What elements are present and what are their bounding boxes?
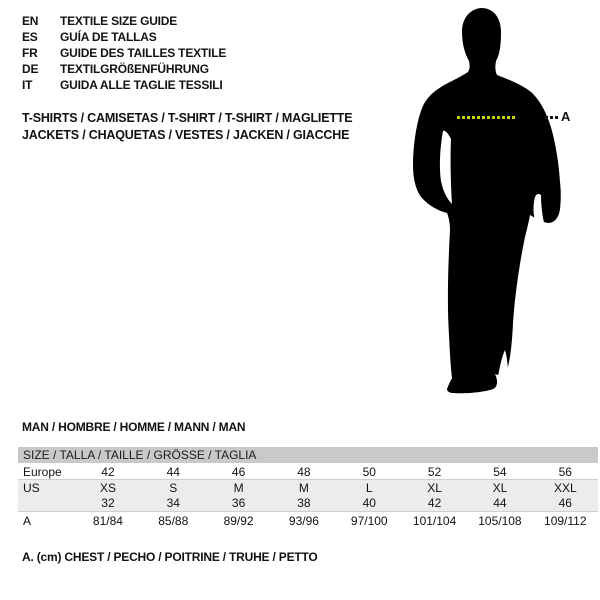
size-cell: 32 <box>75 496 140 512</box>
size-cell: 46 <box>533 496 598 512</box>
language-row <box>22 77 226 93</box>
language-label: TEXTILE SIZE GUIDE <box>60 14 178 28</box>
language-code: DE <box>22 62 39 76</box>
measurement-legend: A. (cm) CHEST / PECHO / POITRINE / TRUHE / PETTO <box>22 550 318 564</box>
size-cell: XS <box>75 480 140 496</box>
size-cell: 81/84 <box>92 513 123 528</box>
size-cell: 50 <box>337 464 402 480</box>
table-row-chest-a <box>18 512 598 530</box>
language-label: GUIDA ALLE TAGLIE TESSILI <box>60 78 223 92</box>
size-cell: 109/112 <box>544 513 587 528</box>
size-cell: 48 <box>271 464 336 480</box>
size-table <box>18 447 598 530</box>
language-row <box>22 61 226 77</box>
language-code: EN <box>22 14 39 28</box>
size-cell: 44 <box>467 496 532 512</box>
language-label: GUIDE DES TAILLES TEXTILE <box>60 46 227 60</box>
chest-measure-dash-icon <box>457 116 515 119</box>
size-cell: 42 <box>75 464 140 480</box>
size-cell: 42 <box>402 496 467 512</box>
size-cell: XL <box>467 480 532 496</box>
size-cell: 101/104 <box>412 513 457 528</box>
category-line-tshirts: T-SHIRTS / CAMISETAS / T-SHIRT / T-SHIRT / MAGLIETTE <box>22 111 353 125</box>
size-cell: 105/108 <box>478 513 522 528</box>
size-cell: 36 <box>206 496 271 512</box>
size-cell: M <box>271 480 336 496</box>
size-cell: XXL <box>533 480 598 496</box>
row-label: A <box>23 513 32 528</box>
language-code: ES <box>22 30 38 44</box>
row-label: Europe <box>18 464 75 480</box>
size-cell: 54 <box>467 464 532 480</box>
man-silhouette-icon <box>395 5 600 395</box>
size-cell: 52 <box>402 464 467 480</box>
size-cell: L <box>337 480 402 496</box>
size-cell: 89/92 <box>223 513 254 528</box>
category-lines <box>22 110 352 144</box>
size-cell: 40 <box>337 496 402 512</box>
language-row <box>22 45 226 61</box>
measure-leader-dash-icon <box>545 116 558 119</box>
measurement-figure <box>395 5 600 395</box>
table-header: SIZE / TALLA / TAILLE / GRÖSSE / TAGLIA <box>18 447 598 464</box>
row-label <box>18 496 75 512</box>
size-cell: S <box>141 480 206 496</box>
language-list <box>22 13 226 93</box>
row-label: US <box>18 480 75 496</box>
size-cell: M <box>206 480 271 496</box>
size-cell: 38 <box>271 496 336 512</box>
size-cell: XL <box>402 480 467 496</box>
size-cell: 93/96 <box>288 513 319 528</box>
size-cell: 46 <box>206 464 271 480</box>
measure-label-a: A <box>561 109 571 124</box>
language-code: IT <box>22 78 33 92</box>
language-row <box>22 29 226 45</box>
language-code: FR <box>22 46 38 60</box>
size-cell: 56 <box>533 464 598 480</box>
language-row <box>22 13 226 29</box>
size-cell: 34 <box>141 496 206 512</box>
table-row-europe <box>18 464 598 480</box>
table-row-us-numeric <box>18 496 598 512</box>
gender-line: MAN / HOMBRE / HOMME / MANN / MAN <box>22 420 246 434</box>
size-cell: 97/100 <box>350 513 388 528</box>
table-header-row <box>18 447 598 464</box>
size-cell: 44 <box>141 464 206 480</box>
category-line-jackets: JACKETS / CHAQUETAS / VESTES / JACKEN / GIACCHE <box>22 128 350 142</box>
language-label: TEXTILGRÖßENFÜHRUNG <box>60 62 209 76</box>
size-cell: 85/88 <box>158 513 189 528</box>
language-label: GUÍA DE TALLAS <box>60 30 157 44</box>
table-row-us-letters <box>18 480 598 496</box>
